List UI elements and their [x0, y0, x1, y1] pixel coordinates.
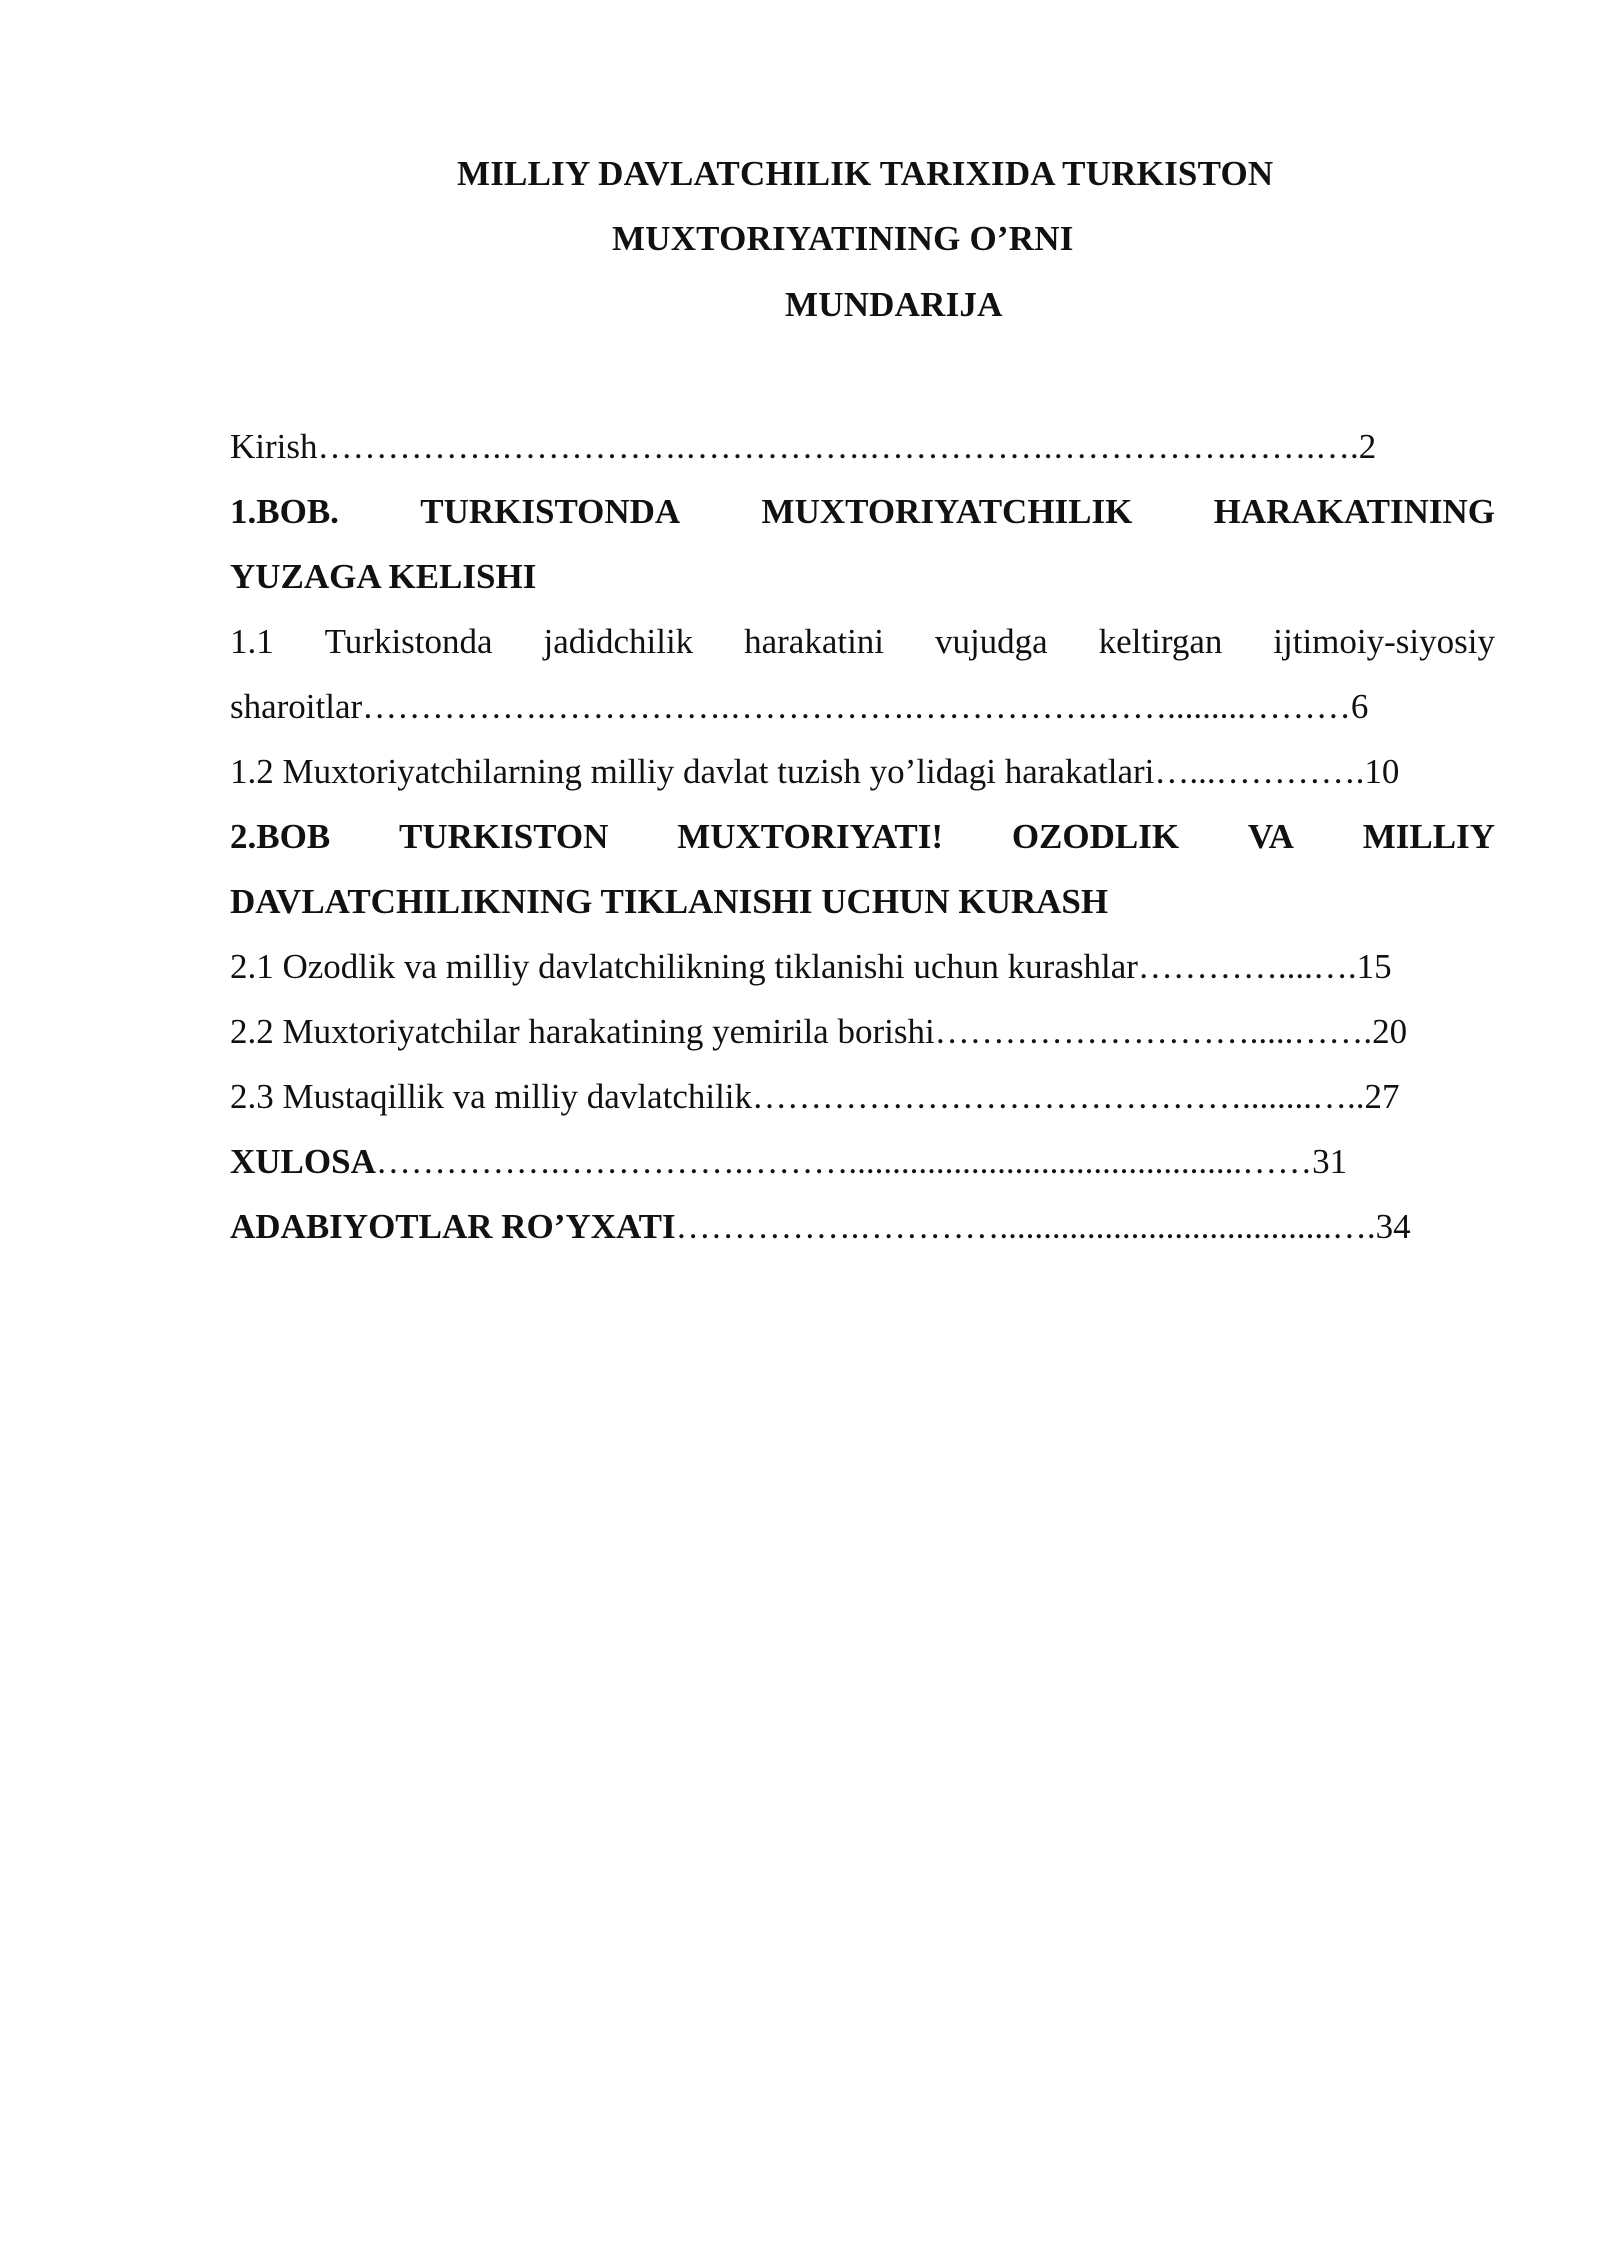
toc-word: Turkistonda — [324, 622, 493, 661]
toc-adabiyotlar-label: ADABIYOTLAR RO’YXATI — [230, 1207, 676, 1246]
toc-word: MUXTORIYATCHILIK — [761, 492, 1133, 531]
toc-adabiyotlar-leader: …………….…………......................................….34 — [675, 1207, 1411, 1246]
toc-section-2-2[interactable]: 2.2 Muxtoriyatchilar harakatining yemirila borishi……………………….....…….20 — [230, 1012, 1408, 1051]
toc-word: TURKISTON — [398, 817, 609, 856]
toc-section-1-1-line-1[interactable] — [230, 609, 1495, 674]
toc-section-1-2[interactable]: 1.2 Muxtoriyatchilarning milliy davlat tuzish yo’lidagi harakatlari…...………….10 — [230, 752, 1400, 791]
title-text-2: MUXTORIYATINING O’RNI — [612, 219, 1074, 258]
toc-word: VA — [1247, 817, 1294, 856]
toc-word: vujudga — [934, 622, 1048, 661]
toc-word: TURKISTONDA — [420, 492, 681, 531]
toc-word: OZODLIK — [1011, 817, 1180, 856]
toc-section-1-1-line-2[interactable]: sharoitlar…………….…………….…………….…………….…….........………6 — [230, 687, 1369, 726]
toc-section-2-1[interactable]: 2.1 Ozodlik va milliy davlatchilikning tiklanishi uchun kurashlar…………....….15 — [230, 947, 1392, 986]
contents-heading-text: MUNDARIJA — [785, 285, 1003, 324]
toc-section-2-3[interactable]: 2.3 Mustaqillik va milliy davlatchilik……………………………………........…..27 — [230, 1077, 1400, 1116]
toc-word: jadidchilik — [543, 622, 694, 661]
toc-entry-adabiyotlar[interactable] — [230, 1194, 1495, 1259]
toc-word: harakatini — [744, 622, 885, 661]
toc-word: HARAKATINING — [1213, 492, 1495, 531]
toc-entry-kirish[interactable]: Kirish…………….…………….…………….…………….…………….…….….2 — [230, 427, 1377, 466]
toc-word: 2.BOB — [230, 817, 331, 856]
toc-chapter-2-line-2[interactable]: DAVLATCHILIKNING TIKLANISHI UCHUN KURASH — [230, 882, 1109, 921]
toc-xulosa-leader: …………….…………….……….............................................……31 — [375, 1142, 1348, 1181]
toc-word: 1.1 — [230, 622, 274, 661]
table-of-contents — [230, 414, 1495, 1259]
toc-chapter-2-line-1[interactable] — [230, 804, 1495, 869]
toc-chapter-1-line-1[interactable] — [230, 479, 1495, 544]
toc-chapter-1-line-2[interactable]: YUZAGA KELISHI — [230, 557, 537, 596]
toc-entry-xulosa[interactable] — [230, 1129, 1495, 1194]
toc-word: MUXTORIYATI! — [677, 817, 943, 856]
toc-word: 1.BOB. — [230, 492, 339, 531]
toc-word: keltirgan — [1098, 622, 1223, 661]
title-text-1: MILLIY DAVLATCHILIK TARIXIDA TURKISTON — [457, 154, 1274, 193]
toc-xulosa-label: XULOSA — [230, 1142, 376, 1181]
toc-word: MILLIY — [1362, 817, 1495, 856]
toc-word: ijtimoiy-siyosiy — [1273, 622, 1495, 661]
